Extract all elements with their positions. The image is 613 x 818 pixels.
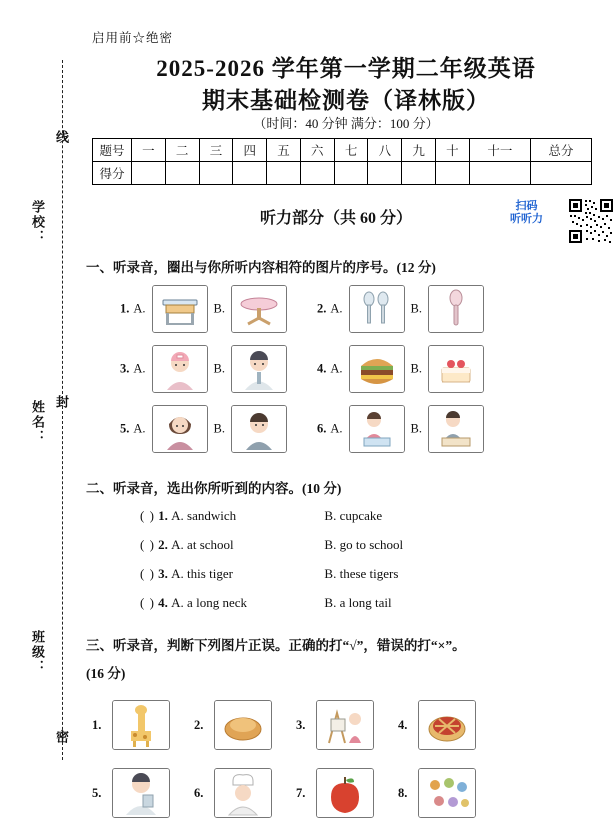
boy-reading-icon[interactable] <box>428 405 484 453</box>
score-col-6: 七 <box>334 139 368 162</box>
score-cell-1[interactable] <box>165 162 199 185</box>
table-row-header <box>93 139 592 162</box>
field-class: 班级： <box>30 630 45 675</box>
choice-a-label: A. <box>133 361 146 376</box>
listening-part-title: 听力部分（共 60 分） <box>259 210 412 227</box>
score-col-8: 九 <box>402 139 436 162</box>
question-number: 2. <box>194 717 204 732</box>
hamburger-icon[interactable] <box>349 345 405 393</box>
question-number: 1. <box>158 508 168 523</box>
choice-b-label: B. <box>410 301 422 316</box>
score-cell-8[interactable] <box>402 162 436 185</box>
question-number: 8. <box>398 785 408 800</box>
question-number: 4. <box>317 361 327 376</box>
qr-label-line1: 扫码 <box>515 200 538 212</box>
question-number: 6. <box>194 785 204 800</box>
score-cell-2[interactable] <box>199 162 233 185</box>
score-col-4: 五 <box>267 139 301 162</box>
qr-code-icon[interactable] <box>568 198 613 244</box>
answer-blank[interactable]: ( ) <box>140 566 155 581</box>
section3-row-1 <box>92 700 476 750</box>
answer-blank[interactable]: ( ) <box>140 508 155 523</box>
question-number: 4. <box>158 595 168 610</box>
spoons-icon[interactable] <box>349 285 405 333</box>
choice-b[interactable]: B. go to school <box>324 537 404 552</box>
choice-row-2 <box>140 537 403 553</box>
choice-b-label: B. <box>410 361 422 376</box>
dashed-fold-line <box>62 60 63 760</box>
score-col-7: 八 <box>368 139 402 162</box>
score-cell-0[interactable] <box>132 162 166 185</box>
choice-b[interactable]: B. a long tail <box>324 595 392 610</box>
section3-heading: 三、听录音，判断下列图片正误。正确的打“√”，错误的打“×”。 <box>86 638 466 653</box>
question-number: 2. <box>158 537 168 552</box>
score-col-9: 十 <box>436 139 470 162</box>
question-number: 5. <box>120 421 130 436</box>
question-number: 2. <box>317 301 327 316</box>
section3-score: (16 分) <box>86 666 126 681</box>
doctor-icon[interactable] <box>231 345 287 393</box>
score-cell-6[interactable] <box>334 162 368 185</box>
choice-a-label: A. <box>330 301 343 316</box>
choice-row-4 <box>140 595 392 611</box>
score-col-10: 十一 <box>469 139 530 162</box>
choice-a[interactable]: A. sandwich <box>171 508 237 523</box>
choice-b-label: B. <box>213 301 225 316</box>
question-number: 3. <box>120 361 130 376</box>
seal-char-2: 封 <box>54 395 69 410</box>
field-school: 学校： <box>30 200 45 245</box>
field-name: 姓名： <box>30 400 45 445</box>
qr-block[interactable] <box>510 200 543 226</box>
pancake-icon[interactable] <box>214 700 272 750</box>
choice-a[interactable]: A. at school <box>171 537 234 552</box>
choice-row-3 <box>140 566 398 582</box>
seal-char-1: 线 <box>54 130 69 145</box>
score-cell-9[interactable] <box>436 162 470 185</box>
score-col-1: 二 <box>165 139 199 162</box>
apple-icon[interactable] <box>316 768 374 818</box>
desk-icon[interactable] <box>152 285 208 333</box>
question-1 <box>120 285 289 333</box>
choice-b-label: B. <box>213 361 225 376</box>
score-table <box>92 138 592 185</box>
choice-a-label: A. <box>133 301 146 316</box>
section1-row-2 <box>120 345 486 393</box>
question-number: 4. <box>398 717 408 732</box>
question-3 <box>120 345 289 393</box>
question-5 <box>120 405 289 453</box>
question-4 <box>317 345 486 393</box>
choice-a-label: A. <box>133 421 146 436</box>
choice-row-1 <box>140 508 382 524</box>
nurse-icon[interactable] <box>152 345 208 393</box>
qr-label-line2: 听听力 <box>510 213 543 225</box>
score-cell-10[interactable] <box>469 162 530 185</box>
round-table-icon[interactable] <box>231 285 287 333</box>
animals-icon[interactable] <box>418 768 476 818</box>
choice-a[interactable]: A. this tiger <box>171 566 233 581</box>
choice-b[interactable]: B. these tigers <box>324 566 399 581</box>
doctor-icon[interactable] <box>112 768 170 818</box>
section2-heading: 二、听录音，选出你所听到的内容。(10 分) <box>86 481 342 496</box>
seal-char-3: 密 <box>54 730 69 745</box>
girl-painting-icon[interactable] <box>316 700 374 750</box>
table-row-scores <box>93 162 592 185</box>
mother-icon[interactable] <box>152 405 208 453</box>
answer-blank[interactable]: ( ) <box>140 595 155 610</box>
section1-row-1 <box>120 285 486 333</box>
giraffe-icon[interactable] <box>112 700 170 750</box>
question-6 <box>317 405 486 453</box>
section1-heading: 一、听录音，圈出与你所听内容相符的图片的序号。(12 分) <box>86 260 436 275</box>
score-cell-3[interactable] <box>233 162 267 185</box>
question-number: 6. <box>317 421 327 436</box>
choice-a-label: A. <box>330 361 343 376</box>
question-2 <box>317 285 486 333</box>
score-col-3: 四 <box>233 139 267 162</box>
secret-note: 启用前☆绝密 <box>92 31 174 45</box>
score-cell-7[interactable] <box>368 162 402 185</box>
father-icon[interactable] <box>231 405 287 453</box>
choice-b-label: B. <box>410 421 422 436</box>
page-title-line1: 2025-2026 学年第一学期二年级英语 <box>156 56 536 81</box>
pie-icon[interactable] <box>418 700 476 750</box>
choice-b-label: B. <box>213 421 225 436</box>
exam-subtitle: （时间：40 分钟 满分：100 分） <box>253 116 439 131</box>
score-table-row-label-0: 题号 <box>93 139 132 162</box>
question-number: 1. <box>120 301 130 316</box>
question-number: 7. <box>296 785 306 800</box>
question-number: 1. <box>92 717 102 732</box>
choice-a[interactable]: A. a long neck <box>171 595 247 610</box>
question-number: 3. <box>296 717 306 732</box>
score-cell-4[interactable] <box>267 162 301 185</box>
question-number: 5. <box>92 785 102 800</box>
answer-blank[interactable]: ( ) <box>140 537 155 552</box>
score-col-2: 三 <box>199 139 233 162</box>
cake-icon[interactable] <box>428 345 484 393</box>
choice-a-label: A. <box>330 421 343 436</box>
section3-row-2 <box>92 768 476 818</box>
score-cell-5[interactable] <box>300 162 334 185</box>
score-cell-11[interactable] <box>530 162 591 185</box>
chef-icon[interactable] <box>214 768 272 818</box>
girl-reading-icon[interactable] <box>349 405 405 453</box>
choice-b[interactable]: B. cupcake <box>324 508 383 523</box>
score-col-5: 六 <box>300 139 334 162</box>
spoon-icon[interactable] <box>428 285 484 333</box>
section1-row-3 <box>120 405 486 453</box>
score-table-row-label-1: 得分 <box>93 162 132 185</box>
page-title-line2: 期末基础检测卷（译林版） <box>202 88 490 113</box>
margin-rail <box>0 0 86 800</box>
question-number: 3. <box>158 566 168 581</box>
score-col-0: 一 <box>132 139 166 162</box>
score-col-11: 总分 <box>530 139 591 162</box>
